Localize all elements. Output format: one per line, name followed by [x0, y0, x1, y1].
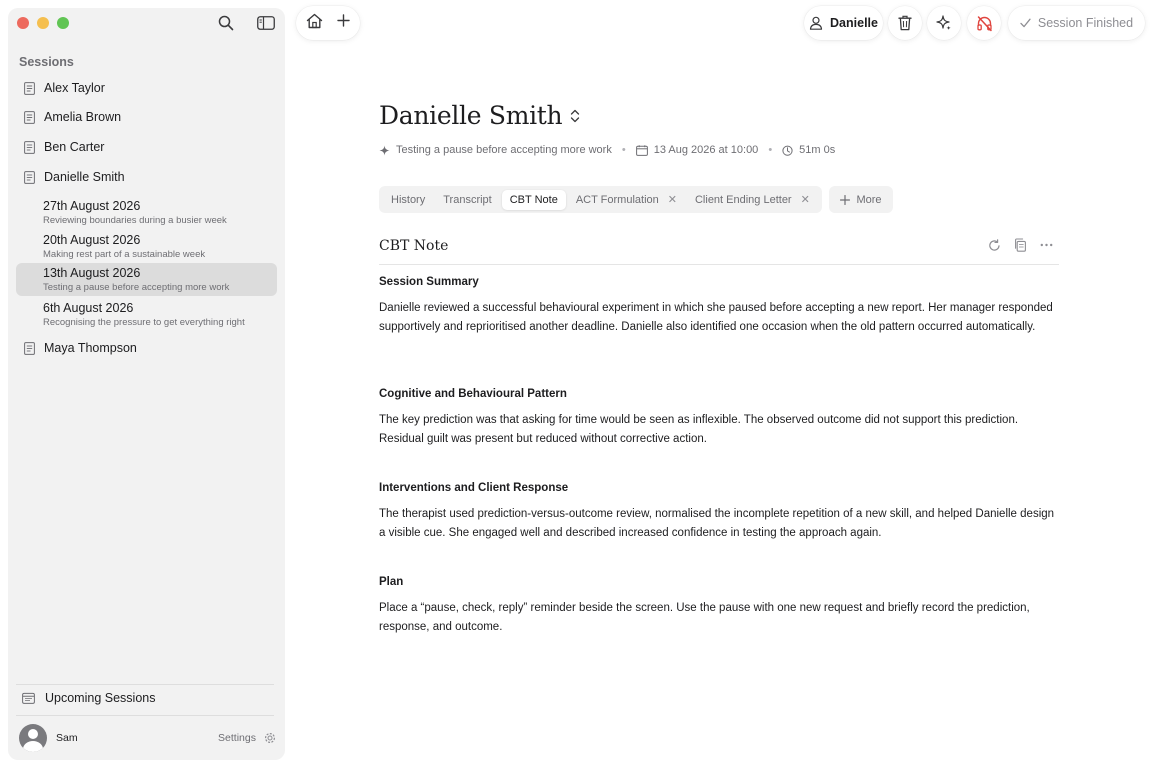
section-heading: Session Summary	[379, 276, 479, 288]
session-date: 6th August 2026	[43, 301, 134, 315]
ai-assist-button[interactable]	[927, 6, 961, 40]
settings-label: Settings	[218, 732, 256, 744]
client-name: Alex Taylor	[44, 81, 105, 95]
upcoming-sessions-item[interactable]	[22, 691, 155, 705]
settings-button[interactable]	[218, 731, 277, 745]
tab-transcript[interactable]	[435, 190, 500, 210]
note-section-plan	[379, 576, 1059, 636]
page-title: Danielle Smith	[379, 101, 563, 130]
calendar-icon	[636, 145, 648, 156]
session-duration-text: 51m 0s	[799, 144, 836, 156]
chevron-up-down-icon[interactable]	[570, 108, 580, 124]
tab-label: CBT Note	[509, 193, 558, 206]
section-heading: Cognitive and Behavioural Pattern	[379, 388, 567, 400]
search-icon[interactable]	[217, 14, 235, 32]
home-icon[interactable]	[306, 13, 323, 34]
user-name: Sam	[56, 732, 78, 744]
client-item-danielle-smith[interactable]	[24, 166, 125, 188]
note-title: CBT Note	[379, 238, 449, 254]
client-name: Maya Thompson	[44, 341, 137, 355]
refresh-icon[interactable]	[987, 238, 1001, 252]
calendar-icon	[22, 692, 35, 704]
session-topic-meta	[379, 144, 612, 156]
session-topic: Making rest part of a sustainable week	[43, 249, 206, 260]
plus-icon[interactable]	[337, 14, 350, 32]
session-item[interactable]	[16, 230, 277, 263]
session-date-meta	[636, 144, 759, 156]
session-meta	[379, 144, 835, 156]
timer-icon	[782, 145, 793, 156]
client-name: Ben Carter	[44, 140, 105, 154]
section-heading: Interventions and Client Response	[379, 482, 569, 494]
session-date-text: 13 Aug 2026 at 10:00	[653, 144, 759, 156]
sidebar-toggle-icon[interactable]	[257, 14, 275, 32]
audio-off-button[interactable]	[967, 6, 1001, 40]
session-topic: Recognising the pressure to get everything right	[43, 317, 245, 328]
note-section-interventions	[379, 482, 1059, 542]
upcoming-sessions-label: Upcoming Sessions	[45, 691, 156, 705]
tab-client-ending-letter[interactable]	[687, 189, 818, 210]
section-body: The key prediction was that asking for time would be seen as inflexible. The observed outcome did not support this prediction. Residual guilt was present but reduced without corrective action.	[379, 414, 1019, 445]
client-item-alex-taylor[interactable]	[24, 77, 105, 99]
separator-dot: •	[768, 144, 773, 156]
sidebar-divider	[16, 715, 274, 716]
plus-icon	[840, 195, 850, 205]
navigation-pill	[296, 6, 360, 40]
close-tab-icon[interactable]: ✕	[800, 194, 810, 206]
person-icon	[809, 16, 823, 30]
session-finished-label: Session Finished	[1037, 16, 1134, 30]
delete-session-button[interactable]	[888, 6, 922, 40]
session-date: 27th August 2026	[43, 199, 141, 213]
window-controls	[17, 17, 69, 29]
note-section-pattern	[379, 388, 1059, 448]
close-window-button[interactable]	[17, 17, 29, 29]
gear-icon	[263, 731, 277, 745]
client-item-amelia-brown[interactable]	[24, 106, 121, 128]
session-topic-text: Testing a pause before accepting more work	[396, 144, 612, 156]
note-actions	[987, 238, 1053, 252]
client-profile-label: Danielle	[830, 16, 878, 30]
more-label: More	[856, 193, 882, 206]
client-profile-button[interactable]	[804, 6, 883, 40]
section-body: The therapist used prediction-versus-outcome review, normalised the incomplete repetition of a new skill, and helped Danielle design a visible cue. She engaged well and described increased confidence in testing the approach again.	[379, 508, 1055, 539]
tab-act-formulation[interactable]	[568, 189, 685, 210]
client-name: Danielle Smith	[44, 170, 125, 184]
close-tab-icon[interactable]: ✕	[667, 194, 677, 206]
sparkle-icon	[379, 145, 390, 156]
headphones-off-icon	[976, 15, 993, 32]
user-row	[19, 723, 277, 753]
session-item[interactable]	[16, 298, 277, 331]
document-icon	[24, 342, 35, 355]
note-section-summary	[379, 276, 1059, 336]
document-icon	[24, 141, 35, 154]
document-tabs	[379, 186, 822, 213]
checkmark-icon	[1020, 18, 1031, 28]
avatar[interactable]	[19, 724, 47, 752]
section-heading: Plan	[379, 576, 404, 588]
copy-icon[interactable]	[1013, 238, 1027, 252]
session-date: 13th August 2026	[43, 266, 141, 280]
separator-dot: •	[621, 144, 626, 156]
sessions-heading: Sessions	[19, 55, 74, 69]
trash-icon	[898, 15, 912, 31]
session-item-selected[interactable]	[16, 263, 277, 296]
tab-label: Transcript	[443, 193, 492, 206]
session-date: 20th August 2026	[43, 233, 141, 247]
client-title-row[interactable]	[379, 101, 580, 130]
session-duration-meta	[782, 144, 835, 156]
sidebar-divider	[16, 684, 274, 685]
sidebar	[8, 8, 285, 760]
session-item[interactable]	[16, 196, 277, 229]
tab-history[interactable]	[383, 190, 433, 210]
session-finished-button[interactable]	[1008, 6, 1145, 40]
tab-cbt-note[interactable]	[502, 190, 566, 210]
tab-label: Client Ending Letter	[694, 193, 792, 206]
tab-label: History	[391, 193, 426, 206]
session-topic: Testing a pause before accepting more work	[43, 282, 230, 293]
section-body: Danielle reviewed a successful behavioural experiment in which she paused before accepting a new report. Her manager responded supportively and reprioritised another deadline. Danielle also identified one occasion when the old pattern occurred automatically.	[379, 302, 1053, 333]
client-item-maya-thompson[interactable]	[24, 337, 137, 359]
more-tabs-button[interactable]	[829, 186, 893, 213]
sidebar-toolbar	[217, 14, 275, 32]
zoom-window-button[interactable]	[57, 17, 69, 29]
note-header	[379, 237, 1059, 265]
client-name: Amelia Brown	[44, 110, 122, 124]
ellipsis-icon[interactable]	[1039, 238, 1053, 252]
document-icon	[24, 111, 35, 124]
sparkle-icon	[936, 15, 952, 31]
tab-label: ACT Formulation	[575, 193, 659, 206]
session-topic: Reviewing boundaries during a busier week	[43, 215, 227, 226]
document-icon	[24, 171, 35, 184]
document-icon	[24, 82, 35, 95]
client-item-ben-carter[interactable]	[24, 136, 104, 158]
minimize-window-button[interactable]	[37, 17, 49, 29]
section-body: Place a “pause, check, reply” reminder beside the screen. Use the pause with one new request and briefly record the prediction, response, and outcome.	[379, 602, 1030, 633]
